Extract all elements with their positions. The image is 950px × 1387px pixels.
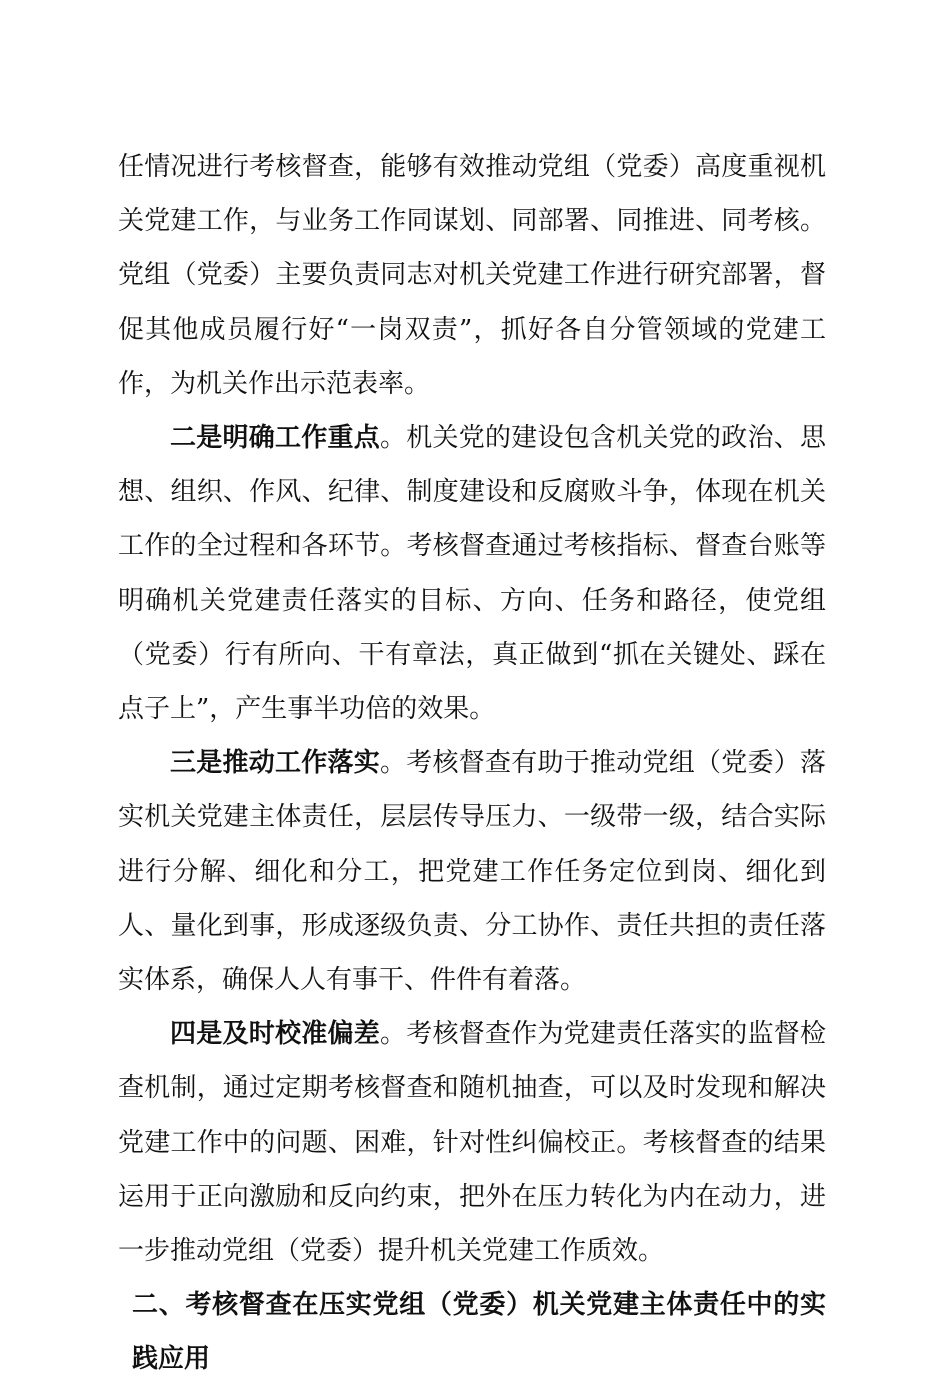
point-paragraph-4: [118, 1007, 826, 1278]
point-paragraph-3: [118, 736, 826, 1007]
document-page: [118, 140, 826, 1387]
point-paragraph-2: [118, 411, 826, 736]
point-lead-3: 三是推动工作落实: [170, 748, 380, 779]
point-body-3: 。考核督查有助于推动党组（党委）落实机关党建主体责任，层层传导压力、一级带一级，结合实际进行分解、细化和分工，把党建工作任务定位到岗、细化到人、量化到事，形成逐级负责、分工协作、责任共担的责任落实体系，确保人人有事干、件件有着落。: [118, 748, 826, 996]
point-lead-2: 二是明确工作重点: [170, 423, 380, 454]
section-heading: 二、考核督查在压实党组（党委）机关党建主体责任中的实践应用: [132, 1290, 826, 1375]
continuation-paragraph: 任情况进行考核督查，能够有效推动党组（党委）高度重视机关党建工作，与业务工作同谋划、同部署、同推进、同考核。党组（党委）主要负责同志对机关党建工作进行研究部署，督促其他成员履行好“一岗双责”，抓好各自分管领域的党建工作，为机关作出示范表率。: [118, 152, 826, 399]
point-lead-4: 四是及时校准偏差: [170, 1019, 380, 1050]
point-body-2: 。机关党的建设包含机关党的政治、思想、组织、作风、纪律、制度建设和反腐败斗争，体现在机关工作的全过程和各环节。考核督查通过考核指标、督查台账等明确机关党建责任落实的目标、方向、任务和路径，使党组（党委）行有所向、干有章法，真正做到“抓在关键处、踩在点子上”，产生事半功倍的效果。: [118, 423, 826, 725]
point-body-4: 。考核督查作为党建责任落实的监督检查机制，通过定期考核督查和随机抽查，可以及时发现和解决党建工作中的问题、困难，针对性纠偏校正。考核督查的结果运用于正向激励和反向约束，把外在压力转化为内在动力，进一步推动党组（党委）提升机关党建工作质效。: [118, 1019, 826, 1267]
